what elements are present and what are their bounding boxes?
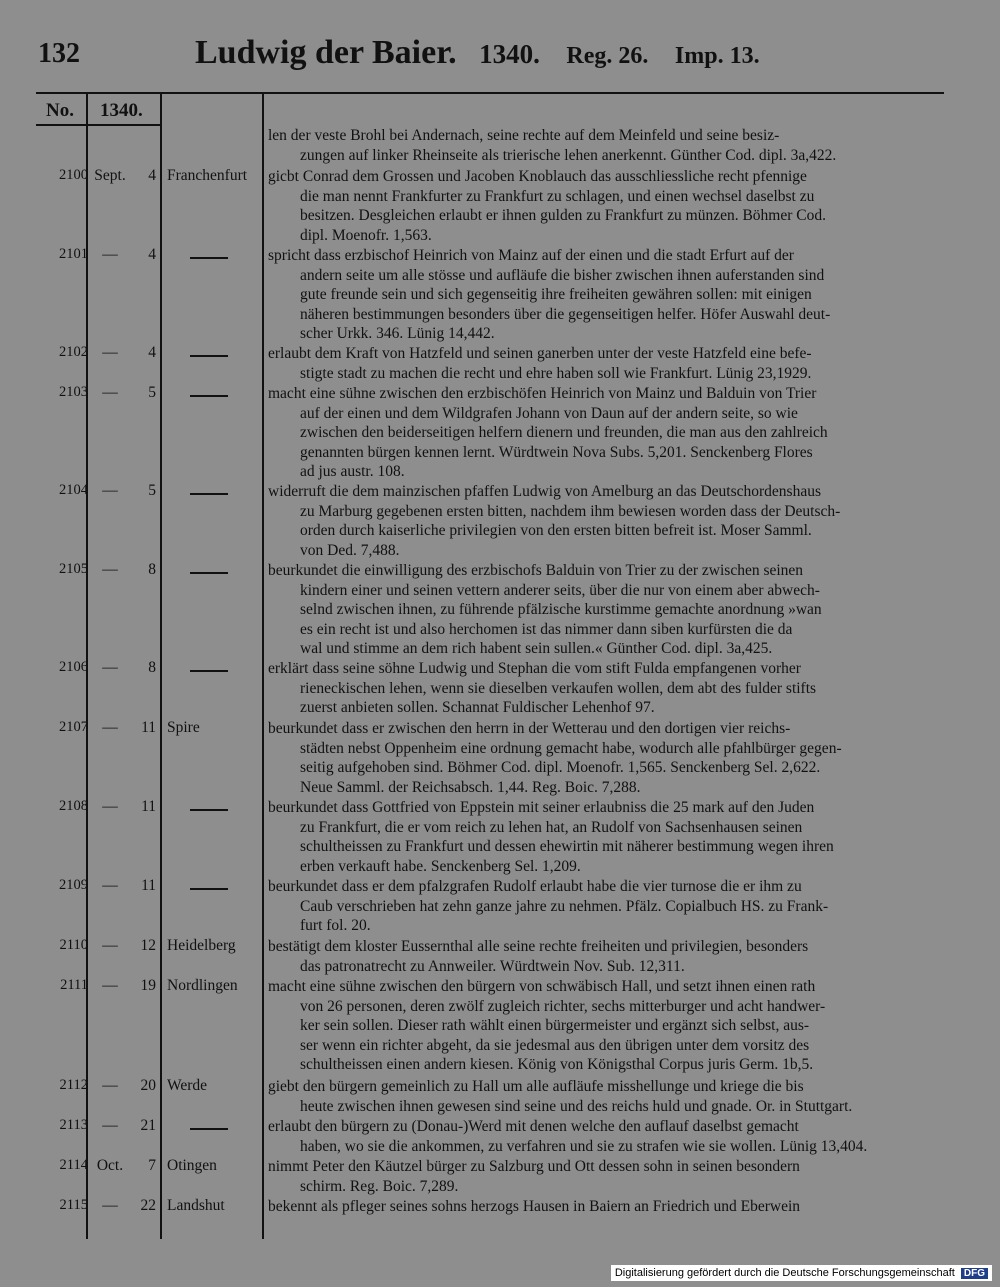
entry-number: 2111 [60,977,88,993]
ditto-dash [190,395,228,397]
text-line: selnd zwischen ihnen, zu führende pfälzische kurstimme gemachte anordnung »wan [300,601,822,619]
header-rule [36,124,162,126]
entry-place: Heidelberg [167,937,236,954]
text-line: scher Urkk. 346. Lünig 14,442. [300,325,495,343]
text-line: von 26 personen, deren zwölf zugleich richter, sechs mitterburger und acht handwer- [300,997,826,1015]
text-line: ad jus austr. 108. [300,463,405,481]
entry-day: 22 [140,1197,156,1214]
text-line: zuerst anbieten sollen. Schannat Fuldischer Lehenhof 97. [300,699,655,717]
running-title [195,34,760,72]
text-line: beurkundet dass Gottfried von Eppstein mit seiner erlaubniss die 25 mark auf den Juden [268,799,815,816]
entry-number: 2106 [59,659,88,675]
text-line: kindern einer und seinen vettern anderer seits, über die nur von einem aber abwech- [300,581,820,599]
column-header-no: No. [46,100,74,121]
ditto-dash [190,1128,228,1130]
title-imp: Imp. 13. [674,43,760,69]
footer-credit [611,1265,992,1281]
text-line: macht eine sühne zwischen den bürgern von schwäbisch Hall, und setzt ihnen einen rath [268,978,816,995]
ditto-dash [190,493,228,495]
text-line: wal und stimme an dem rich habent sein sullen.« Günther Cod. dipl. 3a,425. [300,640,773,658]
text-line: die man nennt Frankfurter zu Frankfurt zu schlagen, und einen wechsel daselbst zu [300,187,815,205]
entry-text [268,344,936,383]
entry-day: 11 [141,798,156,815]
entry-number: 2109 [59,877,88,893]
entry-text [268,1117,936,1156]
entry-text [268,937,936,976]
ditto-dash [190,257,228,259]
entry-text [268,167,936,245]
text-line: macht eine sühne zwischen den erzbischöfen Heinrich von Mainz und Balduin von Trier [268,385,817,402]
entry-number: 2107 [59,719,88,735]
text-line: Caub verschrieben hat zehn ganze jahre zu nehmen. Pfälz. Copialbuch HS. zu Frank- [300,897,829,915]
entry-text [268,246,936,344]
text-line: len der veste Brohl bei Andernach, seine rechte auf dem Meinfeld und seine besiz- [268,127,780,144]
entry-number: 2100 [59,167,88,183]
entry-place: Nordlingen [167,977,238,994]
entry-month: — [102,798,118,815]
entry-month: Oct. [96,1157,124,1174]
text-line: auf der einen und dem Wildgrafen Johann von Daun auf der andern seite, so wie [300,404,798,422]
ditto-dash [190,572,228,574]
continuation-lines [268,126,936,165]
entry-number: 2110 [59,937,88,953]
text-line: es ein recht ist und also herchomen ist das nimmer dann siben kurfürsten die da [300,620,793,638]
text-line: beurkundet dass er dem pfalzgrafen Rudolf erlaubt habe die vier turnose die er ihm zu [268,878,802,895]
text-line: gute freunde sein und sich gegenseitig ihre freiheiten gewähren sollen: mit einigen [300,286,812,304]
text-line: von Ded. 7,488. [300,541,400,559]
entry-number: 2105 [59,561,88,577]
entry-place: Spire [167,719,200,736]
text-line: bekennt als pfleger seines sohns herzogs Hausen in Baiern an Friedrich und Eberwein [268,1198,801,1215]
entry-text [268,719,936,797]
entry-day: 7 [148,1157,156,1174]
ditto-dash [190,670,228,672]
text-line: erklärt dass seine söhne Ludwig und Stephan die vom stift Fulda empfangenen vorher [268,660,801,677]
entry-number: 2113 [59,1117,88,1133]
entry-text [268,384,936,482]
entry-number: 2104 [59,482,88,498]
entry-number: 2108 [59,798,88,814]
text-line: ser wenn ein richter abgeht, da sie jedesmal aus den übrigen unter dem vorsitz des [300,1036,810,1054]
entry-month: — [102,877,118,894]
entry-text [268,561,936,659]
text-line: besitzen. Desgleichen erlaubt er ihnen gulden zu Frankfurt zu münzen. Böhmer Cod. [300,207,826,225]
entry-day: 4 [148,344,156,361]
text-line: heute zwischen ihnen gewesen sind seine und des reichs huld und gnade. Or. in Stuttgart. [300,1097,853,1115]
text-line: schirm. Reg. Boic. 7,289. [300,1177,459,1195]
entry-month: — [102,344,118,361]
entry-day: 19 [140,977,156,994]
text-line: haben, wo sie die ankommen, zu verfahren und sie zu strafen wie sie wollen. Lünig 13,404. [300,1137,868,1155]
text-line: nimmt Peter den Käutzel bürger zu Salzburg und Ott dessen sohn in seinen besondern [268,1158,800,1175]
column-header-year: 1340. [100,100,143,121]
entry-text [268,1157,936,1196]
text-line: das patronatrecht zu Annweiler. Würdtwein Nov. Sub. 12,311. [300,957,685,975]
entry-day: 12 [140,937,156,954]
entry-day: 5 [148,384,156,401]
entry-number: 2102 [59,344,88,360]
entry-month: Sept. [94,167,126,184]
entry-month: — [102,977,118,994]
top-rule [36,92,944,94]
entry-day: 11 [141,877,156,894]
text-line: schultheissen einen andern kiesen. König von Königsthal Corpus juris Germ. 1b,5. [300,1056,814,1074]
entry-text [268,1197,936,1217]
entry-day: 20 [140,1077,156,1094]
text-line: genannten bürgen kennen lernt. Würdtwein Nova Subs. 5,201. Senckenberg Flores [300,443,813,461]
text-line: orden durch kaiserliche privilegien von den ersten bitten befreit ist. Moser Samml. [300,522,812,540]
entry-number: 2115 [59,1197,88,1213]
entry-text [268,977,936,1075]
title-year: 1340. [479,39,540,69]
entry-place: Otingen [167,1157,217,1174]
text-line: erlaubt den bürgern zu (Donau-)Werd mit denen welche den auflauf daselbst gemacht [268,1118,799,1135]
entry-month: — [102,384,118,401]
entry-text [268,482,936,560]
text-line: rieneckischen lehen, wenn sie dieselben verkaufen wollen, dem abt des fulder stifts [300,679,817,697]
text-line: erlaubt dem Kraft von Hatzfeld und seinen ganerben unter der veste Hatzfeld eine befe- [268,345,812,362]
entry-day: 4 [148,246,156,263]
text-line: stigte stadt zu machen die recht und ehre haben soll wie Frankfurt. Lünig 23,1929. [300,364,812,382]
entry-place: Werde [167,1077,208,1094]
entry-number: 2103 [59,384,88,400]
text-line: zwischen den beiderseitigen helfern dienern und freunden, die man aus den zahlreich [300,424,828,442]
text-line: beurkundet die einwilligung des erzbischofs Balduin von Trier zu der zwischen seinen [268,562,804,579]
entry-month: — [102,1197,118,1214]
text-line: ker sein sollen. Dieser rath wählt einen bürgermeister und ergänzt sich selbst, aus- [300,1017,810,1035]
entry-month: — [102,659,118,676]
entry-number: 2101 [59,246,88,262]
footer-text: Digitalisierung gefördert durch die Deutsche Forschungsgemeinschaft [614,1267,955,1279]
text-line: erben verkauft habe. Senckenberg Sel. 1,209. [300,857,581,875]
ditto-dash [190,888,228,890]
column-divider [262,94,264,1239]
entry-month: — [102,561,118,578]
text-line: giebt den bürgern gemeinlich zu Hall um alle aufläufe misshellunge und kriege die bis [268,1078,804,1095]
column-divider [160,94,162,1239]
entry-day: 11 [141,719,156,736]
entry-day: 4 [148,167,156,184]
entry-month: — [102,937,118,954]
title-reg: Reg. 26. [566,43,649,69]
title-text: Ludwig der Baier. [195,34,457,71]
page-number: 132 [38,38,80,69]
text-line: furt fol. 20. [300,917,371,935]
entry-text [268,1077,936,1116]
entry-text [268,659,936,718]
entry-place: Landshut [167,1197,225,1214]
entry-day: 21 [140,1117,156,1134]
text-line: schultheissen zu Frankfurt und dessen ehewirtin mit näherer bestimmung wegen ihren [300,838,834,856]
entry-place: Franchenfurt [167,167,248,184]
text-line: zungen auf linker Rheinseite als trierische lehen anerkennt. Günther Cod. dipl. 3a,422. [300,146,837,164]
text-line: zu Marburg gegebenen ersten bitten, nachdem ihm bewiesen worden dass der Deutsch- [300,502,841,520]
text-line: spricht dass erzbischof Heinrich von Mainz auf der einen und die stadt Erfurt auf der [268,247,794,264]
entry-month: — [102,1117,118,1134]
entry-month: — [102,1077,118,1094]
entry-month: — [102,246,118,263]
text-line: dipl. Moenofr. 1,563. [300,226,432,244]
entry-month: — [102,719,118,736]
text-line: näheren bestimmungen besonders über die gegenseitigen helfer. Höfer Auswahl deut- [300,305,831,323]
entry-day: 8 [148,659,156,676]
entry-day: 5 [148,482,156,499]
entry-day: 8 [148,561,156,578]
text-line: widerruft die dem mainzischen pfaffen Ludwig von Amelburg an das Deutschordenshaus [268,483,821,500]
text-line: Neue Samml. der Reichsabsch. 1,44. Reg. Boic. 7,288. [300,778,641,796]
text-line: gicbt Conrad dem Grossen und Jacoben Knoblauch das ausschliessliche recht pfennige [268,168,807,185]
entry-number: 2112 [59,1077,88,1093]
text-line: bestätigt dem kloster Eussernthal alle seine rechte freiheiten und privilegien, besonders [268,938,809,955]
entry-number: 2114 [59,1157,88,1173]
dfg-logo: DFG [961,1268,988,1279]
entry-text [268,798,936,876]
text-line: städten nebst Oppenheim eine ordnung gemacht habe, wodurch alle pfahlbürger gegen- [300,739,842,757]
text-line: zu Frankfurt, die er vom reich zu lehen hat, an Rudolf von Sachsenhausen seinen [300,818,803,836]
ditto-dash [190,355,228,357]
entry-text [268,877,936,936]
ditto-dash [190,809,228,811]
text-line: andern seite um alle stösse und aufläufe die bisher zwischen ihnen auferstanden sind [300,266,825,284]
text-line: beurkundet dass er zwischen den herrn in der Wetterau und den dortigen vier reichs- [268,720,791,737]
entry-month: — [102,482,118,499]
text-line: seitig aufgehoben sind. Böhmer Cod. dipl. Moenofr. 1,565. Senckenberg Sel. 2,622. [300,759,821,777]
